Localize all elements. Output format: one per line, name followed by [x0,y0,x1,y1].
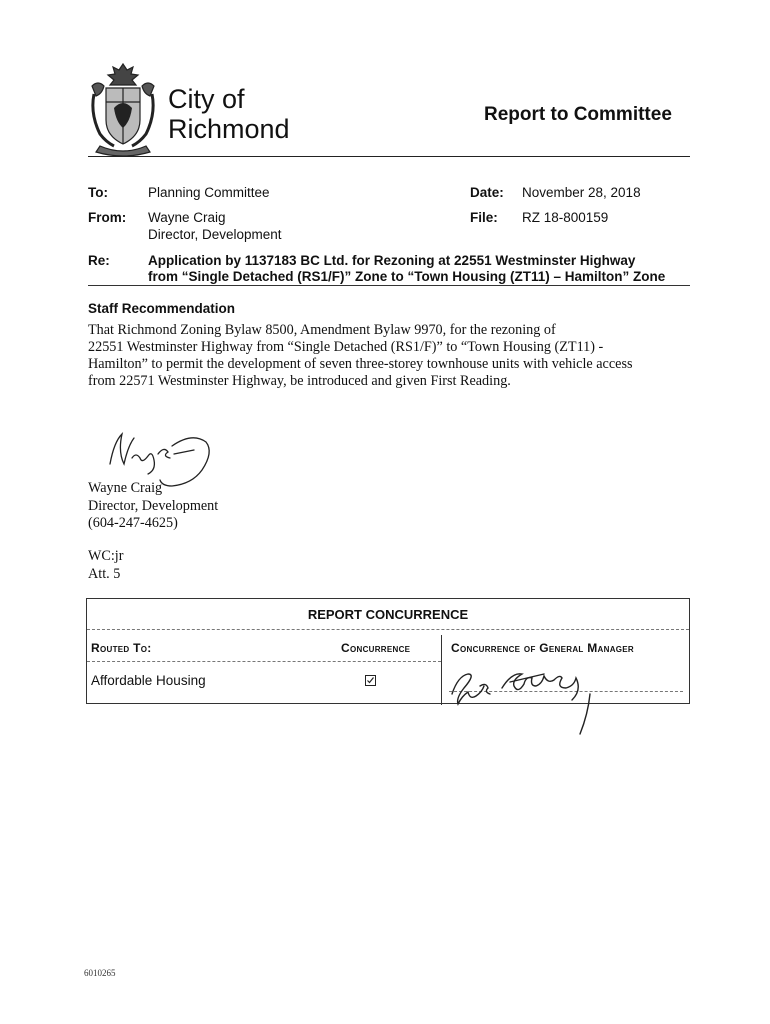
recommendation-line: from 22571 Westminster Highway, be introduced and given First Reading. [88,373,511,389]
from-title: Director, Development [148,227,282,242]
signer-name: Wayne Craig [88,480,163,496]
recommendation-line: Hamilton” to permit the development of seven three-storey townhouse units with vehicle access [88,356,633,372]
re-label: Re: [88,253,110,268]
city-name [168,84,290,144]
general-manager-signature [440,664,640,740]
routed-to-affordable-housing: Affordable Housing [91,673,206,688]
initials: WC:jr [88,548,124,564]
checkbox-checked-icon [365,675,376,686]
document-number: 6010265 [84,968,116,978]
to-value: Planning Committee [148,185,270,200]
date-label: Date: [470,185,504,200]
col-header-concurrence: Concurrence [341,641,411,655]
city-crest-logo [88,58,158,158]
re-line-2: from “Single Detached (RS1/F)” Zone to “Town Housing (ZT11) – Hamilton” Zone [148,269,666,284]
file-label: File: [470,210,498,225]
re-line-1: Application by 1137183 BC Ltd. for Rezoning at 22551 Westminster Highway [148,253,636,268]
signature-block [88,480,218,533]
col-header-routed-to: Routed To: [91,641,152,655]
attachments: Att. 5 [88,565,121,582]
date-value: November 28, 2018 [522,185,641,200]
to-label: To: [88,185,108,200]
header-divider [88,156,690,157]
staff-recommendation-heading: Staff Recommendation [88,301,236,316]
concurrence-title: REPORT CONCURRENCE [307,607,469,622]
city-line-1: City of [168,84,245,114]
signer-phone: (604-247-4625) [88,515,178,531]
from-name: Wayne Craig [148,210,226,225]
reference-block [88,548,123,583]
staff-recommendation-text [88,322,708,390]
file-value: RZ 18-800159 [522,210,609,225]
table-divider [87,629,689,630]
signer-title: Director, Development [88,497,219,514]
recommendation-line: 22551 Westminster Highway from “Single Detached (RS1/F)” to “Town Housing (ZT11) - [88,339,604,355]
report-title: Report to Committee [484,104,672,125]
from-label: From: [88,210,127,225]
city-line-2: Richmond [168,114,290,144]
recommendation-line: That Richmond Zoning Bylaw 8500, Amendment Bylaw 9970, for the rezoning of [88,322,556,338]
table-divider [87,661,441,662]
col-header-gm-concurrence: Concurrence of General Manager [451,641,635,655]
re-divider [88,285,690,286]
